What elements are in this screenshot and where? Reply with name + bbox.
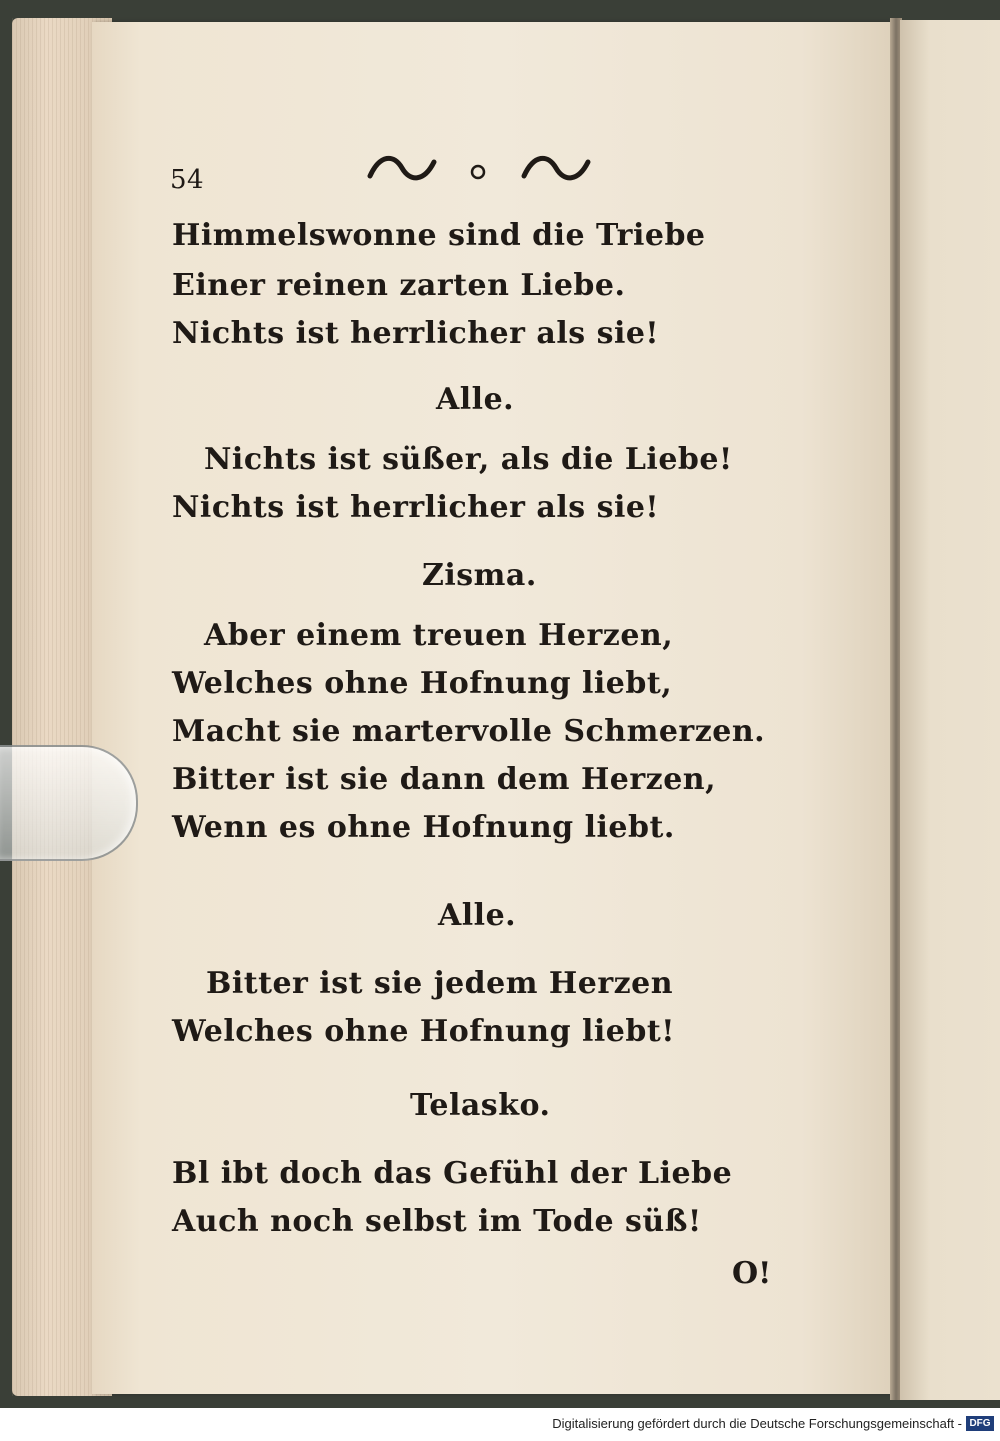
- footer-bar: [0, 1408, 1000, 1441]
- verse-line: Nichts ist herrlicher als sie!: [172, 490, 660, 525]
- catchword: O!: [732, 1256, 772, 1291]
- verse-line: Auch noch selbst im Tode süß!: [172, 1204, 702, 1239]
- verse-line: Aber einem treuen Herzen,: [204, 618, 674, 653]
- verse-line: Einer reinen zarten Liebe.: [172, 268, 626, 303]
- verse-line: Nichts ist herrlicher als sie!: [172, 316, 660, 351]
- glass-clip: [0, 745, 138, 861]
- page-number: 54: [170, 165, 205, 195]
- speaker-label: Zisma.: [422, 558, 537, 593]
- verse-line: Welches ohne Hofnung liebt,: [172, 666, 673, 701]
- facing-page: [900, 20, 1000, 1400]
- dfg-logo-icon: DFG: [966, 1416, 994, 1431]
- verse-line: Welches ohne Hofnung liebt!: [172, 1014, 675, 1049]
- speaker-label: Telasko.: [410, 1088, 551, 1123]
- ornament-icon: [352, 148, 602, 192]
- verse-line: Bitter ist sie jedem Herzen: [206, 966, 674, 1001]
- verse-line: Himmelswonne sind die Triebe: [172, 218, 706, 253]
- verse-line: Macht sie martervolle Schmerzen.: [172, 714, 766, 749]
- speaker-label: Alle.: [436, 382, 515, 417]
- verse-line: Bitter ist sie dann dem Herzen,: [172, 762, 717, 797]
- speaker-label: Alle.: [438, 898, 517, 933]
- verse-line: Wenn es ohne Hofnung liebt.: [172, 810, 675, 845]
- funding-credit: Digitalisierung gefördert durch die Deutsche Forschungsgemeinschaft -: [552, 1416, 962, 1431]
- verse-line: Nichts ist süßer, als die Liebe!: [204, 442, 733, 477]
- verse-line: Bl ibt doch das Gefühl der Liebe: [172, 1156, 733, 1191]
